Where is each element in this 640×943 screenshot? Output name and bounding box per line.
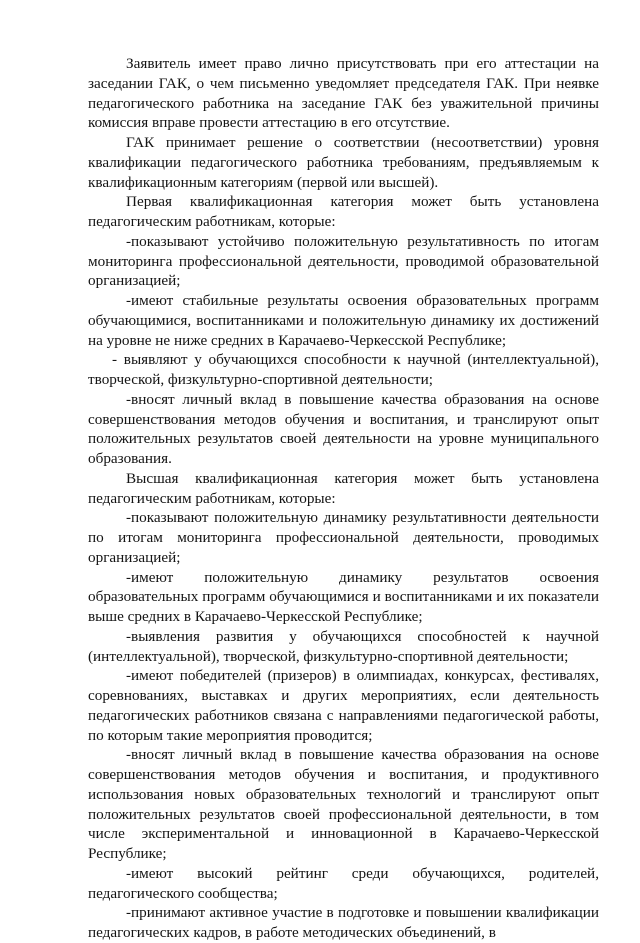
first-category-item-monitoring: -показывают устойчиво положительную результативность по итогам мониторинга профессиональной деятельности, проводимой образовательной организацией; bbox=[88, 232, 599, 290]
paragraph-first-category-intro: Первая квалификационная категория может быть установлена педагогическим работникам, которые: bbox=[88, 193, 599, 230]
first-category-item-contribution: -вносят личный вклад в повышение качества образования на основе совершенствования методов обучения и воспитания, и транслируют опыт положительных результатов своей деятельности на уровне муниципального образования. bbox=[88, 390, 599, 467]
highest-category-item-rating: -имеют высокий рейтинг среди обучающихся, родителей, педагогического сообщества; bbox=[88, 864, 599, 902]
first-category-item-abilities: - выявляют у обучающихся способности к научной (интеллектуальной), творческой, физкультурно-спортивной деятельности; bbox=[88, 351, 599, 388]
highest-category-item-winners: -имеют победителей (призеров) в олимпиадах, конкурсах, фестивалях, соревнованиях, выставках и других мероприятиях, если деятельность педагогических работников связана с направлениями педагогической работы, по которым такие мероприятия проводится; bbox=[88, 667, 599, 744]
document-page bbox=[88, 54, 599, 943]
highest-category-item-contribution: -вносят личный вклад в повышение качества образования на основе совершенствования методов обучения и воспитания, и продуктивного использования новых образовательных технологий и транслируют опыт положительных результатов своей профессиональной деятельности, в том числе экспериментальной и инновационной в Карачаево-Черкесской Республике; bbox=[88, 746, 599, 862]
highest-category-item-participation: -принимают активное участие в подготовке и повышении квалификации педагогических кадров, в работе методических объединений, в bbox=[88, 904, 599, 941]
highest-category-item-abilities: -выявления развития у обучающихся способностей к научной (интеллектуальной), творческой, физкультурно-спортивной деятельности; bbox=[88, 627, 599, 665]
paragraph-gak-decision: ГАК принимает решение о соответствии (несоответствии) уровня квалификации педагогического работника требованиям, предъявляемым к квалификационным категориям (первой или высшей). bbox=[88, 134, 599, 191]
paragraph-highest-category-intro: Высшая квалификационная категория может быть установлена педагогическим работникам, которые: bbox=[88, 469, 599, 507]
highest-category-item-results: -имеют положительную динамику результатов освоения образовательных программ обучающимися и воспитанниками и их показатели выше средних в Карачаево-Черкесской Республике; bbox=[88, 568, 599, 625]
paragraph-attestation-presence: Заявитель имеет право лично присутствовать при его аттестации на заседании ГАК, о чем письменно уведомляет председателя ГАК. При неявке педагогического работника на заседание ГАК без уважительной причины комиссия вправе провести аттестацию в его отсутствие. bbox=[88, 55, 599, 132]
highest-category-item-dynamics: -показывают положительную динамику результативности деятельности по итогам мониторинга профессиональной деятельности, проводимых организацией; bbox=[88, 509, 599, 566]
first-category-item-results: -имеют стабильные результаты освоения образовательных программ обучающимися, воспитанниками и положительную динамику их достижений на уровне не ниже средних в Карачаево-Черкесской Республике; bbox=[88, 292, 599, 349]
